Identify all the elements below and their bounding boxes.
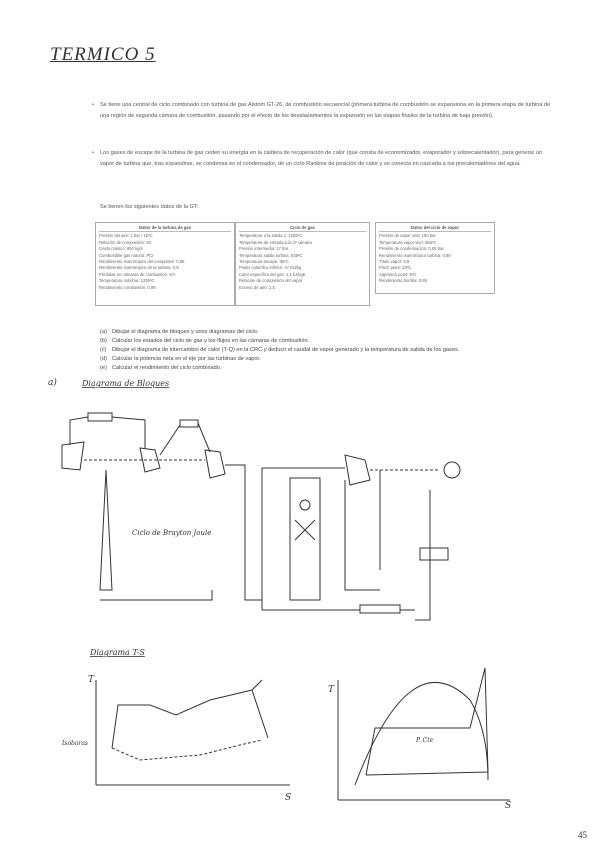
- steam-pipes: [345, 470, 380, 590]
- ts-left-cycle-bottom: [112, 740, 262, 760]
- stack-symbol: [100, 470, 112, 590]
- isobar-note: Isóbaras: [62, 740, 89, 747]
- gas-turbine-row: Presión del aire: 1 bar / 15ºC: [99, 233, 153, 239]
- combustion-row: Calor específico del gas: 1,1 kJ/kgK: [239, 271, 306, 277]
- ts-right-cycle: [366, 668, 488, 775]
- ts-left-s-axis-label: S: [285, 793, 292, 803]
- hrsg-evaporator: [290, 478, 320, 600]
- task-label: (d): [100, 356, 107, 362]
- page-number: 45: [578, 830, 587, 840]
- ts-right-s-axis-label: S: [505, 801, 512, 811]
- ts-left-cycle-top: [112, 680, 262, 748]
- task-label: (b): [100, 338, 107, 344]
- combustion-row: Temperatura de entrada a la 2ª cámara: [239, 239, 312, 245]
- gas-turbine-row: Pérdidas en cámaras de combustión: 5%: [99, 271, 176, 277]
- combustion-row: Exceso de aire: 2,5: [239, 284, 275, 290]
- combustion-row: Presión intermedia: 17 bar: [239, 246, 289, 252]
- steam-cycle-table-header: Datos del ciclo de vapor: [379, 225, 491, 232]
- task-text: Calcular la potencia neta en el eje por las turbinas de vapor.: [112, 356, 261, 362]
- task-text: Calcular el rendimiento del ciclo combinado.: [112, 365, 222, 371]
- intro-text: Se tiene una central de ciclo combinado con turbina de gas Alstom GT-26, de combustión secuencial (primera turbina de combustión se expansiona en la primera etapa de turbina de una región de segunda cámara de combustión, pasando por el efecto de los desplazamientos la expansión en las etapas finales de la turbina de baja presión).: [100, 102, 551, 119]
- generator-symbol: [444, 462, 460, 478]
- second-text: Los gases de escape de la turbina de gas ceden su energía en la caldera de recuperación de calor (que consta de economizador, evaporador y sobrecalentador), para generar un vapor de turbina que, tras expandirse, se condensa en el condensador, de un ciclo Rankine de posición de calor y se conecta en cascada a los precalentadores del agua.: [100, 150, 543, 167]
- block-diagram-label: Diagrama de Bloques: [82, 379, 170, 388]
- task-text: Dibujar el diagrama de bloques y unos diagramas del ciclo.: [112, 329, 259, 335]
- steam-cycle-row: Approach point: 5ºC: [379, 271, 417, 277]
- gas-turbine-row: Gasto másico: 650 kg/s: [99, 246, 143, 252]
- intro-paragraph: • Se tiene una central de ciclo combinado con turbina de gas Alstom GT-26, de combustión secuencial (primera turbina de combustión se expansiona en la primera etapa de turbina de una región de segunda cámara de combustión, pasando por el efecto de los desplazamientos la expansión en las etapas finales de la turbina de baja presión).: [92, 102, 551, 119]
- gas-cycle-note: Ciclo de Brayton Joule: [132, 529, 212, 537]
- steam-cycle-row: Temperatura vapor vivo: 565ºC: [379, 239, 437, 245]
- gas-turbine-table-header: Datos de la turbina de gas: [99, 225, 231, 232]
- task-text: Dibujar el diagrama de intercambio de calor (T-Q) en la CRC y deducir el caudal de vapor generado y la temperatura de salida de los gases.: [112, 347, 460, 353]
- page-title: TERMICO 5: [50, 44, 156, 65]
- hrsg-outline: [262, 468, 345, 610]
- part-a-label: a): [48, 378, 57, 388]
- gas-turbine-row: Rendimiento isoentrópico del compresor: 0,88: [99, 259, 185, 265]
- ts-right-dome: [355, 682, 488, 785]
- ts-left-t-axis-label: T: [88, 675, 95, 685]
- exhaust-duct: [225, 465, 262, 600]
- condenser-symbol: [420, 548, 448, 560]
- combustor-2-symbol: [180, 420, 198, 427]
- ts-label: Diagrama T-S: [90, 648, 145, 657]
- pump-symbol: [360, 605, 400, 613]
- compressor-symbol: [62, 442, 84, 470]
- gas-turbine-row: Rendimiento isoentrópico de la turbina: 0,9: [99, 265, 179, 271]
- task-text: Calcular los estados del ciclo de gas y los flujos en las cámaras de combustión.: [112, 338, 310, 344]
- gas-turbine-row: Temperatura máxima: 1255ºC: [99, 278, 155, 284]
- pcte-note: P. Cte: [416, 737, 434, 744]
- turbine-2-symbol: [205, 450, 225, 478]
- second-paragraph: • Los gases de escape de la turbina de gas ceden su energía en la caldera de recuperación de calor (que consta de economizador, evaporador y sobrecalentador), para generar un vapor de turbina que, tras expandirse, se condensa en el condensador, de un ciclo Rankine de posición de calor y se conecta en cascada a los precalentadores del agua.: [92, 150, 543, 167]
- gas-turbine-row: Combustible gas natural: PCI: [99, 252, 154, 258]
- combustion-row: Poder calorífico inferior: 47 MJ/kg: [239, 265, 302, 271]
- ts-left-expansion: [252, 690, 268, 738]
- steam-cycle-row: Título vapor: 0,9: [379, 259, 410, 265]
- combustion-row: Temperatura escape: 95ºC: [239, 259, 289, 265]
- combustion-row: Relación de compresión del vapor: [239, 278, 303, 284]
- combustion-row: Temperatura a la salida 1: 1255ºC: [239, 233, 303, 239]
- task-label: (c): [100, 347, 107, 353]
- condenser-line: [415, 490, 430, 620]
- gas-turbine-row: Rendimiento combustión: 0,99: [99, 284, 156, 290]
- data-intro: Se tienen los siguientes datos de la GT:: [100, 204, 199, 210]
- combustion-row: Temperatura salida turbina: 635ºC: [239, 252, 303, 258]
- gas-turbine-row: Relación de compresión: 30: [99, 239, 151, 245]
- steam-cycle-row: Rendimiento isoentrópico turbina: 0,88: [379, 252, 451, 258]
- steam-cycle-row: Presión de vapor vivo: 100 bar: [379, 233, 436, 239]
- steam-cycle-row: Rendimiento bomba: 0,85: [379, 278, 427, 284]
- task-label: (a): [100, 329, 107, 335]
- task-label: (e): [100, 365, 107, 371]
- stack-duct: [100, 590, 212, 600]
- combustor-1-symbol: [88, 413, 112, 421]
- ts-right-t-axis-label: T: [328, 685, 335, 695]
- steam-turbine-symbol: [345, 455, 370, 485]
- evaporator-cross: [295, 520, 315, 540]
- combustion-table-header: Ciclo de gas: [239, 225, 366, 232]
- steam-cycle-row: Pinch point: 10ºC: [379, 265, 412, 271]
- drum-symbol: [300, 500, 310, 510]
- steam-cycle-row: Presión de condensación: 0,05 bar: [379, 246, 444, 252]
